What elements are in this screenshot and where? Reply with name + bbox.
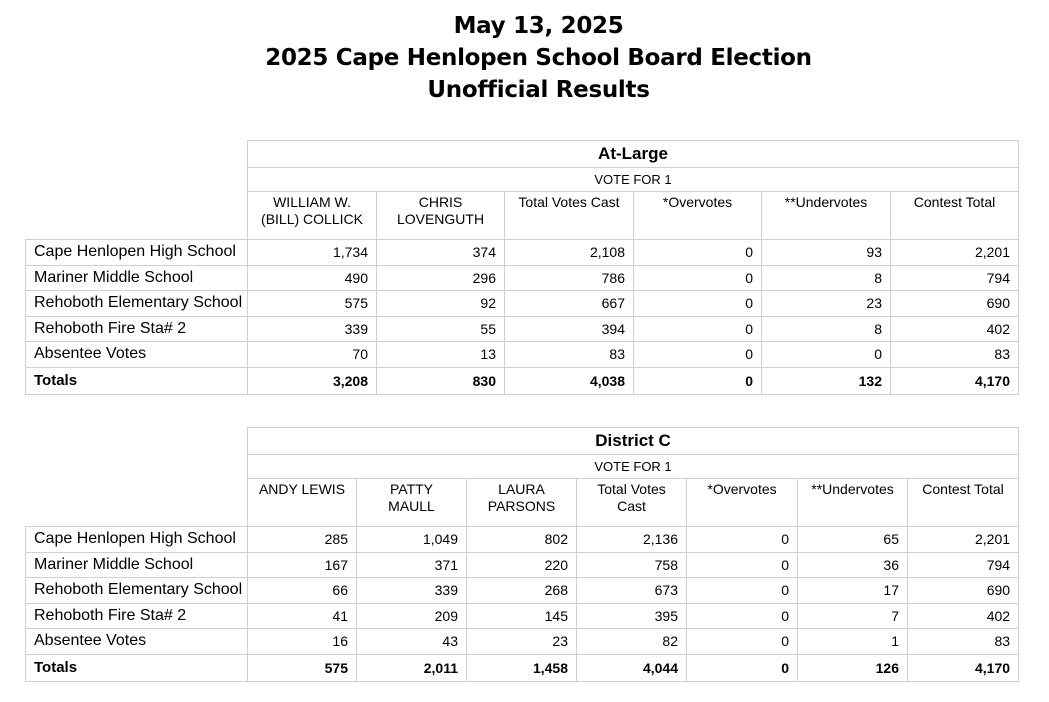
vote-count-cell: 83 [908,629,1019,655]
vote-count-cell: 0 [634,291,762,317]
vote-count-cell: 490 [248,265,377,291]
vote-count-cell: 41 [248,603,357,629]
report-date: May 13, 2025 [453,13,624,39]
vote-count-cell: 0 [687,552,798,578]
vote-count-cell: 8 [762,265,891,291]
column-header: PATTY MAULL [357,479,467,527]
total-cell: 4,038 [505,367,634,394]
location-name: Rehoboth Elementary School [26,578,248,604]
column-header: *Overvotes [687,479,798,527]
vote-count-cell: 8 [762,316,891,342]
vote-count-cell: 0 [634,316,762,342]
table-row [26,527,1019,553]
location-name: Rehoboth Fire Sta# 2 [26,603,248,629]
vote-count-cell: 0 [687,603,798,629]
total-cell: 132 [762,367,891,394]
total-cell: 3,208 [248,367,377,394]
total-cell: 0 [634,367,762,394]
vote-count-cell: 23 [467,629,577,655]
column-header: Total Votes Cast [505,192,634,240]
table-row [26,342,1019,368]
vote-count-cell: 794 [908,552,1019,578]
district-c-results-table [25,427,1019,682]
vote-count-cell: 296 [377,265,505,291]
vote-count-cell: 0 [634,265,762,291]
vote-count-cell: 1,049 [357,527,467,553]
vote-count-cell: 23 [762,291,891,317]
vote-count-cell: 209 [357,603,467,629]
at-large-results-table [25,140,1019,395]
vote-count-cell: 673 [577,578,687,604]
vote-count-cell: 371 [357,552,467,578]
vote-count-cell: 402 [908,603,1019,629]
vote-count-cell: 268 [467,578,577,604]
vote-count-cell: 145 [467,603,577,629]
vote-count-cell: 667 [505,291,634,317]
vote-count-cell: 339 [357,578,467,604]
vote-count-cell: 7 [798,603,908,629]
location-name: Cape Henlopen High School [26,527,248,553]
vote-count-cell: 70 [248,342,377,368]
table-row [26,265,1019,291]
vote-count-cell: 83 [891,342,1019,368]
vote-count-cell: 786 [505,265,634,291]
vote-count-cell: 82 [577,629,687,655]
table-row [26,552,1019,578]
table-row [26,240,1019,266]
location-name: Absentee Votes [26,342,248,368]
column-header: Contest Total [908,479,1019,527]
column-header: Total Votes Cast [577,479,687,527]
table-row [26,316,1019,342]
total-cell: 1,458 [467,654,577,681]
vote-count-cell: 2,108 [505,240,634,266]
vote-count-cell: 93 [762,240,891,266]
vote-count-cell: 339 [248,316,377,342]
location-name: Mariner Middle School [26,552,248,578]
vote-count-cell: 92 [377,291,505,317]
total-cell: 4,170 [908,654,1019,681]
report-header [0,10,1049,106]
vote-for-label: VOTE FOR 1 [248,168,1019,192]
report-subtitle: Unofficial Results [427,77,650,103]
column-header: CHRIS LOVENGUTH [377,192,505,240]
vote-count-cell: 66 [248,578,357,604]
vote-count-cell: 690 [908,578,1019,604]
vote-count-cell: 2,136 [577,527,687,553]
table-row [26,603,1019,629]
total-cell: 2,011 [357,654,467,681]
vote-count-cell: 220 [467,552,577,578]
vote-count-cell: 0 [687,629,798,655]
totals-row [26,654,1019,681]
location-name: Rehoboth Fire Sta# 2 [26,316,248,342]
contest-title: At-Large [248,141,1019,168]
vote-count-cell: 0 [762,342,891,368]
vote-count-cell: 394 [505,316,634,342]
vote-for-label: VOTE FOR 1 [248,455,1019,479]
total-cell: 0 [687,654,798,681]
column-header: WILLIAM W. (BILL) COLLICK [248,192,377,240]
table-row [26,291,1019,317]
column-header: ANDY LEWIS [248,479,357,527]
column-header: LAURA PARSONS [467,479,577,527]
report-title: 2025 Cape Henlopen School Board Election [265,45,812,71]
vote-count-cell: 2,201 [891,240,1019,266]
total-cell: 4,170 [891,367,1019,394]
vote-count-cell: 43 [357,629,467,655]
total-cell: 830 [377,367,505,394]
vote-count-cell: 575 [248,291,377,317]
total-cell: 126 [798,654,908,681]
location-name: Rehoboth Elementary School [26,291,248,317]
vote-count-cell: 65 [798,527,908,553]
total-cell: 4,044 [577,654,687,681]
vote-count-cell: 0 [687,527,798,553]
vote-count-cell: 0 [634,240,762,266]
vote-count-cell: 402 [891,316,1019,342]
column-header: **Undervotes [762,192,891,240]
vote-count-cell: 374 [377,240,505,266]
vote-count-cell: 83 [505,342,634,368]
vote-count-cell: 36 [798,552,908,578]
vote-count-cell: 758 [577,552,687,578]
totals-label: Totals [26,654,248,681]
location-name: Mariner Middle School [26,265,248,291]
location-name: Absentee Votes [26,629,248,655]
vote-count-cell: 395 [577,603,687,629]
vote-count-cell: 0 [687,578,798,604]
vote-count-cell: 16 [248,629,357,655]
table-row [26,578,1019,604]
vote-count-cell: 167 [248,552,357,578]
total-cell: 575 [248,654,357,681]
vote-count-cell: 794 [891,265,1019,291]
vote-count-cell: 1 [798,629,908,655]
totals-row [26,367,1019,394]
totals-label: Totals [26,367,248,394]
vote-count-cell: 285 [248,527,357,553]
column-header: Contest Total [891,192,1019,240]
vote-count-cell: 13 [377,342,505,368]
column-header: *Overvotes [634,192,762,240]
vote-count-cell: 1,734 [248,240,377,266]
table-row [26,629,1019,655]
vote-count-cell: 55 [377,316,505,342]
vote-count-cell: 802 [467,527,577,553]
vote-count-cell: 17 [798,578,908,604]
contest-title: District C [248,428,1019,455]
vote-count-cell: 0 [634,342,762,368]
vote-count-cell: 690 [891,291,1019,317]
location-name: Cape Henlopen High School [26,240,248,266]
column-header: **Undervotes [798,479,908,527]
vote-count-cell: 2,201 [908,527,1019,553]
